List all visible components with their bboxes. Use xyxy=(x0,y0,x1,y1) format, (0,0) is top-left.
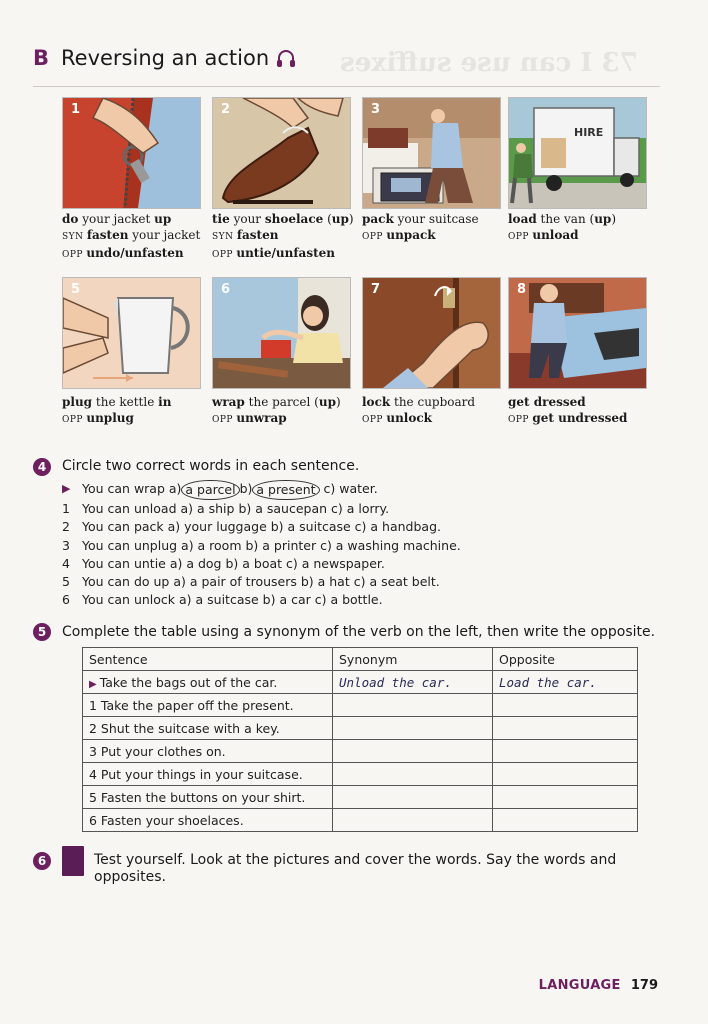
picture-parcel xyxy=(212,277,351,389)
caption-line xyxy=(212,394,362,410)
picture-number: 2 xyxy=(221,102,231,117)
synonym-cell[interactable] xyxy=(333,786,493,809)
opposite-cell[interactable] xyxy=(493,694,638,717)
shoelace-icon xyxy=(213,98,350,208)
caption-text: ) xyxy=(335,395,341,409)
caption-3 xyxy=(362,211,512,245)
item-number: 6 xyxy=(62,592,70,608)
exercise-4-item xyxy=(62,555,461,573)
item-text: You can unlock a) a suitcase b) a car c) a bottle. xyxy=(82,592,383,608)
picture-number: 5 xyxy=(71,282,81,297)
caption-label: OPP xyxy=(362,232,387,242)
caption-keyword: up xyxy=(331,212,349,226)
sentence-cell xyxy=(83,671,333,694)
example-text-pre: You can wrap a) xyxy=(82,481,182,496)
synonym-cell[interactable] xyxy=(333,763,493,786)
caption-4 xyxy=(508,211,658,245)
caption-keyword: undo/unfasten xyxy=(86,246,184,260)
caption-line xyxy=(508,410,658,428)
picture-number: 7 xyxy=(371,282,381,297)
opposite-cell[interactable] xyxy=(493,809,638,832)
caption-keyword: up xyxy=(318,395,336,409)
opposite-cell[interactable] xyxy=(493,717,638,740)
caption-label: OPP xyxy=(508,415,533,425)
caption-keyword: unwrap xyxy=(236,411,287,425)
exercise-5-title: Complete the table using a synonym of the verb on the left, then write the opposite. xyxy=(62,624,656,640)
caption-5 xyxy=(62,394,212,428)
caption-text: the parcel ( xyxy=(244,395,319,409)
kettle-plug-icon xyxy=(63,278,200,388)
item-number: 2 xyxy=(62,519,70,535)
synonym-cell[interactable] xyxy=(333,694,493,717)
exercise-6-badge: 6 xyxy=(33,852,51,870)
caption-8 xyxy=(508,394,658,428)
synonym-cell[interactable] xyxy=(333,809,493,832)
item-number: 4 xyxy=(62,555,70,571)
caption-label: OPP xyxy=(508,232,533,242)
headphones-icon[interactable] xyxy=(275,47,297,69)
caption-line xyxy=(62,245,212,263)
caption-1 xyxy=(62,211,212,263)
caption-line xyxy=(508,211,658,227)
exercise-4-item xyxy=(62,537,461,555)
sentence-text: Take the bags out of the car. xyxy=(99,674,278,690)
circled-answer-2: a present xyxy=(252,480,319,500)
cupboard-lock-icon xyxy=(363,278,500,388)
opposite-cell[interactable] xyxy=(493,763,638,786)
caption-label: OPP xyxy=(62,250,87,260)
picture-cupboard xyxy=(362,277,501,389)
item-number: 5 xyxy=(62,574,70,590)
caption-keyword: fasten xyxy=(86,228,129,242)
opposite-cell[interactable] xyxy=(493,786,638,809)
heading-rule xyxy=(33,86,660,87)
caption-keyword: shoelace xyxy=(264,212,324,226)
exercise-5-badge: 5 xyxy=(33,623,51,641)
picture-number: 6 xyxy=(221,282,231,297)
exercise-6-text: Test yourself. Look at the pictures and cover the words. Say the words and opposites. xyxy=(94,852,617,885)
sentence-cell: 3 Put your clothes on. xyxy=(83,740,333,763)
header-synonym: Synonym xyxy=(333,648,493,671)
item-text: You can pack a) your luggage b) a suitcase c) a handbag. xyxy=(82,519,441,535)
picture-shoelace xyxy=(212,97,351,209)
caption-line xyxy=(362,211,512,227)
exercise-5-table xyxy=(82,647,638,832)
section-title: Reversing an action xyxy=(61,46,270,70)
item-text: You can unplug a) a room b) a printer c) a washing machine. xyxy=(82,537,461,553)
picture-jacket-zip xyxy=(62,97,201,209)
caption-label: OPP xyxy=(362,415,387,425)
notebook-icon xyxy=(62,846,84,876)
table-header-row xyxy=(83,648,638,671)
sentence-cell: 4 Put your things in your suitcase. xyxy=(83,763,333,786)
picture-kettle xyxy=(62,277,201,389)
caption-label: OPP xyxy=(212,415,237,425)
table-row xyxy=(83,763,638,786)
caption-text: your suitcase xyxy=(393,212,479,226)
table-row xyxy=(83,809,638,832)
example-text-mid: b) xyxy=(239,481,253,496)
caption-line xyxy=(212,410,362,428)
caption-label: OPP xyxy=(212,250,237,260)
caption-keyword: load xyxy=(508,212,537,226)
caption-text: your jacket xyxy=(78,212,155,226)
footer-section: LANGUAGE xyxy=(538,978,621,993)
caption-label: OPP xyxy=(62,415,87,425)
bleed-through-heading: 73 I can use suffixes xyxy=(340,48,638,78)
caption-line xyxy=(62,211,212,227)
table-row xyxy=(83,671,638,694)
item-number: 1 xyxy=(62,501,70,517)
caption-keyword: in xyxy=(158,395,172,409)
caption-label: SYN xyxy=(212,232,237,242)
item-text: You can do up a) a pair of trousers b) a hat c) a seat belt. xyxy=(82,574,440,590)
caption-text: the cupboard xyxy=(390,395,476,409)
caption-line xyxy=(212,227,362,245)
caption-line xyxy=(212,211,362,227)
caption-text: your jacket xyxy=(128,228,201,242)
jacket-zip-icon xyxy=(63,98,200,208)
caption-6 xyxy=(212,394,362,428)
exercise-4-title: Circle two correct words in each sentence. xyxy=(62,458,360,474)
header-opposite: Opposite xyxy=(493,648,638,671)
caption-keyword: tie xyxy=(212,212,230,226)
caption-keyword: unload xyxy=(532,228,579,242)
parcel-icon xyxy=(213,278,350,388)
page-footer xyxy=(539,978,658,993)
caption-line xyxy=(362,394,512,410)
caption-label: SYN xyxy=(62,232,87,242)
caption-text: ) xyxy=(348,212,354,226)
opposite-cell[interactable] xyxy=(493,740,638,763)
picture-number: 1 xyxy=(71,102,81,117)
header-sentence: Sentence xyxy=(83,648,333,671)
table-row xyxy=(83,717,638,740)
picture-number: 8 xyxy=(517,282,527,297)
table-row xyxy=(83,786,638,809)
caption-text: your xyxy=(229,212,265,226)
caption-text: ( xyxy=(323,212,332,226)
item-text: You can untie a) a dog b) a boat c) a newspaper. xyxy=(82,555,385,571)
item-number: 3 xyxy=(62,537,70,553)
item-text: You can unload a) a ship b) a saucepan c) a lorry. xyxy=(82,501,390,517)
caption-keyword: pack xyxy=(362,212,394,226)
exercise-4-example xyxy=(62,480,461,500)
opposite-cell[interactable]: Load the car. xyxy=(493,671,638,694)
caption-keyword: do xyxy=(62,212,79,226)
exercise-4-item xyxy=(62,591,461,609)
caption-keyword: plug xyxy=(62,395,93,409)
caption-7 xyxy=(362,394,512,428)
example-marker: ▶ xyxy=(89,678,97,690)
caption-keyword: get undressed xyxy=(532,411,628,425)
synonym-cell[interactable] xyxy=(333,740,493,763)
caption-line xyxy=(508,394,658,410)
exercise-4-badge: 4 xyxy=(33,458,51,476)
sentence-cell: 1 Take the paper off the present. xyxy=(83,694,333,717)
picture-suitcase xyxy=(362,97,501,209)
caption-keyword: get dressed xyxy=(508,395,586,409)
synonym-cell[interactable] xyxy=(333,717,493,740)
picture-van xyxy=(508,97,647,209)
caption-line xyxy=(362,410,512,428)
caption-2 xyxy=(212,211,362,263)
caption-text: ) xyxy=(611,212,616,226)
caption-keyword: up xyxy=(594,212,612,226)
table-row xyxy=(83,740,638,763)
circled-answer-1: a parcel xyxy=(181,480,239,500)
caption-line xyxy=(62,394,212,410)
caption-keyword: up xyxy=(154,212,172,226)
exercise-4-item xyxy=(62,500,461,518)
exercise-4-item xyxy=(62,573,461,591)
caption-line xyxy=(62,227,212,245)
example-marker: ▶ xyxy=(62,482,71,495)
caption-line xyxy=(508,227,658,245)
van-text: HIRE xyxy=(574,126,604,139)
caption-keyword: wrap xyxy=(212,395,245,409)
caption-keyword: unpack xyxy=(386,228,436,242)
sentence-cell: 6 Fasten your shoelaces. xyxy=(83,809,333,832)
caption-line xyxy=(62,410,212,428)
page-number: 179 xyxy=(630,978,658,993)
caption-keyword: fasten xyxy=(236,228,279,242)
dressing-icon xyxy=(509,278,646,388)
caption-keyword: untie/unfasten xyxy=(236,246,335,260)
section-letter: B xyxy=(33,46,50,70)
picture-dressing xyxy=(508,277,647,389)
sentence-cell: 2 Shut the suitcase with a key. xyxy=(83,717,333,740)
example-text-post: c) water. xyxy=(323,481,378,496)
suitcase-icon xyxy=(363,98,500,208)
exercise-4-item xyxy=(62,518,461,536)
synonym-cell[interactable]: Unload the car. xyxy=(333,671,493,694)
sentence-cell: 5 Fasten the buttons on your shirt. xyxy=(83,786,333,809)
caption-keyword: unlock xyxy=(386,411,432,425)
van-icon xyxy=(509,98,646,208)
exercise-4-list xyxy=(62,480,461,609)
table-row xyxy=(83,694,638,717)
caption-line xyxy=(212,245,362,263)
caption-text: the kettle xyxy=(92,395,159,409)
caption-line xyxy=(362,227,512,245)
caption-keyword: unplug xyxy=(86,411,134,425)
picture-number: 3 xyxy=(371,102,381,117)
caption-keyword: lock xyxy=(362,395,391,409)
caption-text: the van ( xyxy=(536,212,595,226)
section-heading xyxy=(33,46,297,70)
